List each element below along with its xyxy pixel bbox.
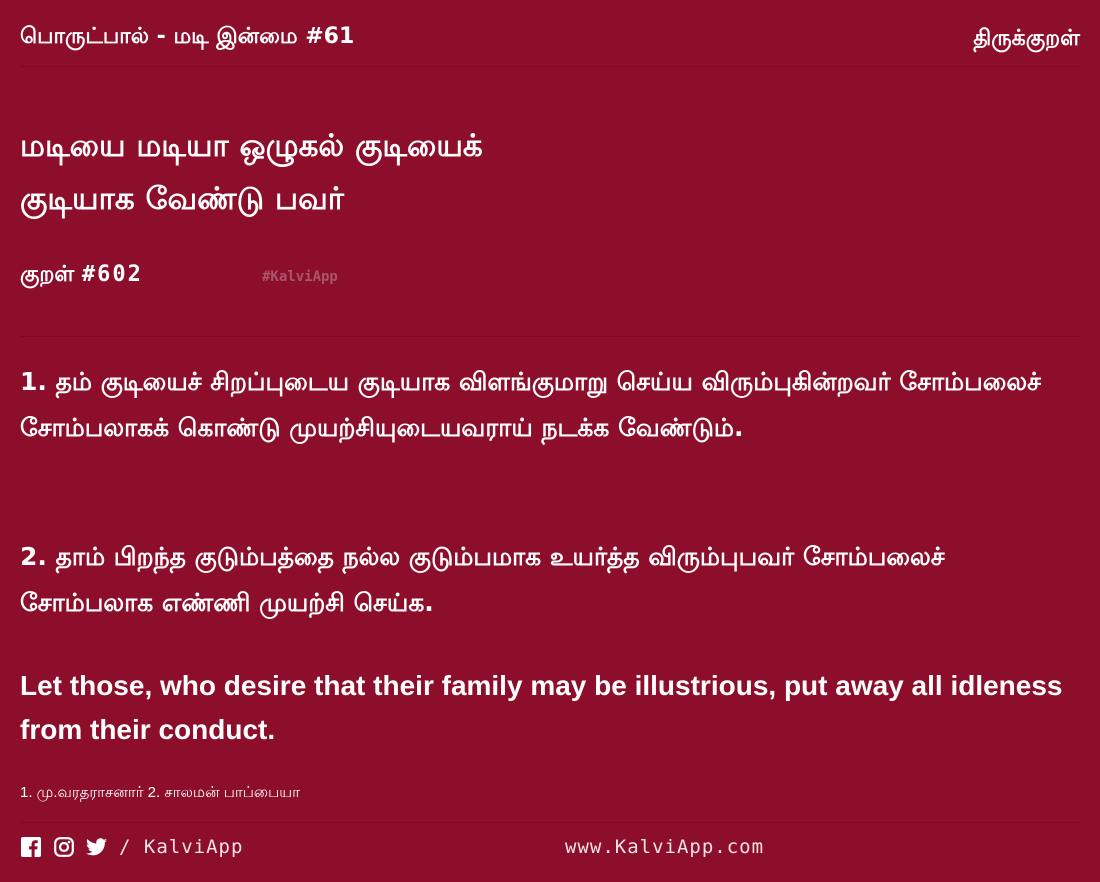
twitter-icon[interactable]	[86, 837, 107, 858]
section-title: பொருட்பால் - மடி இன்மை #61	[20, 24, 355, 49]
footer-handle[interactable]: / KalviApp	[119, 836, 244, 858]
brand-title: திருக்குறள்	[973, 26, 1080, 51]
verse-line-1: மடியை மடியா ஒழுகல் குடியைக்	[20, 128, 483, 164]
meaning-varadarasanar: 1. தம் குடியைச் சிறப்புடைய குடியாக விளங்குமாறு செய்ய விரும்புகின்றவர் சோம்பலைச் சோம்பலாகக் கொண்டு முயற்சியுடையவராய் நடக்க வேண்டும்.	[20, 367, 1041, 442]
footer-divider	[20, 822, 1080, 823]
verse-line-2: குடியாக வேண்டு பவர்	[20, 181, 344, 217]
meaning-english: Let those, who desire that their family may be illustrious, put away all idleness from their conduct.	[20, 670, 1063, 745]
kural-number	[20, 262, 143, 290]
website-link[interactable]: www.KalviApp.com	[565, 836, 765, 858]
kural-label: குறள்	[20, 262, 75, 287]
watermark: #KalviApp	[262, 269, 338, 285]
meaning-papaiya: 2. தாம் பிறந்த குடும்பத்தை நல்ல குடும்பமாக உயர்த்த விரும்புபவர் சோம்பலைச் சோம்பலாக எண்ணி முயற்சி செய்க.	[20, 542, 945, 617]
header-divider	[20, 66, 1080, 67]
verse-divider	[20, 336, 1080, 337]
social-links	[20, 836, 243, 858]
instagram-icon[interactable]	[53, 837, 74, 858]
kural-number-value: #602	[81, 262, 143, 287]
credits: 1. மு.வரதராசனார் 2. சாலமன் பாப்பையா	[20, 784, 300, 801]
kural-verse	[20, 120, 483, 226]
facebook-icon[interactable]	[20, 837, 41, 858]
